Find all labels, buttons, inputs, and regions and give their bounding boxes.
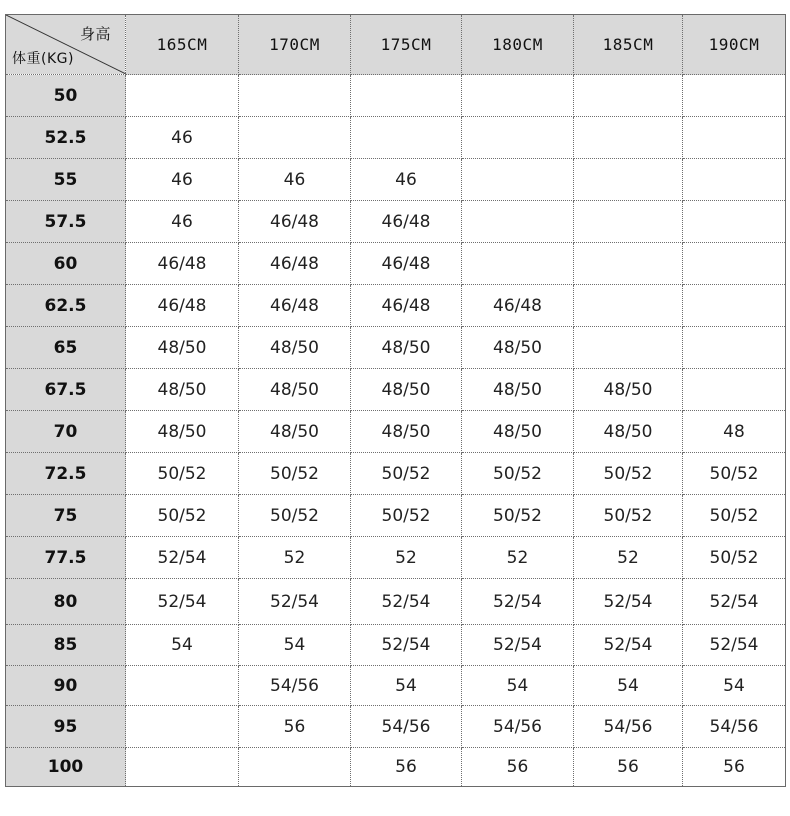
size-cell <box>683 117 786 159</box>
size-cell: 46 <box>351 159 462 201</box>
weight-cell: 75 <box>6 495 126 537</box>
size-cell: 52 <box>239 537 351 579</box>
size-cell: 48/50 <box>462 411 574 453</box>
height-header-170: 170CM <box>239 15 351 75</box>
size-cell <box>239 75 351 117</box>
table-row <box>6 75 786 117</box>
size-cell <box>574 243 683 285</box>
size-cell: 54/56 <box>462 706 574 748</box>
size-cell: 56 <box>239 706 351 748</box>
height-header-175: 175CM <box>351 15 462 75</box>
size-cell <box>683 75 786 117</box>
weight-cell: 85 <box>6 625 126 666</box>
size-cell: 48/50 <box>239 369 351 411</box>
size-cell: 46 <box>126 117 239 159</box>
size-cell <box>683 369 786 411</box>
weight-cell: 67.5 <box>6 369 126 411</box>
table-row <box>6 706 786 748</box>
table-row <box>6 117 786 159</box>
weight-cell: 95 <box>6 706 126 748</box>
size-cell: 54/56 <box>351 706 462 748</box>
size-cell: 46/48 <box>239 243 351 285</box>
size-cell <box>462 243 574 285</box>
size-cell <box>574 117 683 159</box>
size-cell: 54/56 <box>574 706 683 748</box>
size-cell: 52/54 <box>683 579 786 625</box>
size-cell: 50/52 <box>239 495 351 537</box>
size-cell <box>462 117 574 159</box>
size-cell: 52/54 <box>462 579 574 625</box>
size-cell: 50/52 <box>351 495 462 537</box>
size-cell: 48/50 <box>126 369 239 411</box>
size-cell: 54 <box>574 666 683 706</box>
table-row <box>6 201 786 243</box>
size-cell: 54 <box>239 625 351 666</box>
size-cell: 50/52 <box>574 495 683 537</box>
size-cell: 54 <box>683 666 786 706</box>
size-cell: 52/54 <box>351 625 462 666</box>
weight-cell: 62.5 <box>6 285 126 327</box>
size-cell: 56 <box>351 748 462 787</box>
size-cell <box>574 159 683 201</box>
corner-cell <box>6 15 126 75</box>
weight-cell: 65 <box>6 327 126 369</box>
size-cell: 50/52 <box>683 453 786 495</box>
table-row <box>6 666 786 706</box>
size-cell <box>574 75 683 117</box>
weight-cell: 55 <box>6 159 126 201</box>
size-cell: 46/48 <box>351 285 462 327</box>
table-row <box>6 327 786 369</box>
weight-cell: 72.5 <box>6 453 126 495</box>
table-row <box>6 369 786 411</box>
table-body <box>6 75 786 787</box>
size-cell: 48/50 <box>462 369 574 411</box>
size-cell: 46/48 <box>239 285 351 327</box>
size-cell <box>126 666 239 706</box>
size-cell <box>574 285 683 327</box>
size-chart-table <box>5 14 786 787</box>
table-row <box>6 495 786 537</box>
size-cell: 52/54 <box>574 625 683 666</box>
size-cell: 52 <box>462 537 574 579</box>
size-cell: 50/52 <box>462 495 574 537</box>
size-cell: 46 <box>239 159 351 201</box>
size-cell: 48/50 <box>239 327 351 369</box>
size-cell: 46 <box>126 201 239 243</box>
size-cell: 50/52 <box>462 453 574 495</box>
size-cell <box>574 327 683 369</box>
size-cell: 46/48 <box>126 243 239 285</box>
size-cell <box>683 201 786 243</box>
header-row <box>6 15 786 75</box>
size-cell: 46/48 <box>462 285 574 327</box>
size-cell: 54 <box>126 625 239 666</box>
weight-cell: 70 <box>6 411 126 453</box>
size-cell: 52 <box>574 537 683 579</box>
size-cell: 48/50 <box>351 327 462 369</box>
size-cell: 52/54 <box>683 625 786 666</box>
weight-cell: 57.5 <box>6 201 126 243</box>
size-cell: 48/50 <box>126 327 239 369</box>
size-cell <box>683 243 786 285</box>
table-row <box>6 159 786 201</box>
size-cell: 50/52 <box>126 453 239 495</box>
size-cell: 50/52 <box>126 495 239 537</box>
size-cell <box>462 159 574 201</box>
size-cell <box>126 75 239 117</box>
size-cell: 48/50 <box>574 411 683 453</box>
weight-cell: 52.5 <box>6 117 126 159</box>
weight-cell: 60 <box>6 243 126 285</box>
size-cell: 54/56 <box>239 666 351 706</box>
size-cell: 52 <box>351 537 462 579</box>
size-cell <box>683 159 786 201</box>
size-cell: 46/48 <box>126 285 239 327</box>
size-cell <box>126 706 239 748</box>
size-cell: 48/50 <box>126 411 239 453</box>
weight-cell: 50 <box>6 75 126 117</box>
size-cell: 50/52 <box>683 495 786 537</box>
size-cell <box>574 201 683 243</box>
size-cell: 48 <box>683 411 786 453</box>
size-cell: 52/54 <box>574 579 683 625</box>
size-cell: 56 <box>462 748 574 787</box>
size-cell: 52/54 <box>351 579 462 625</box>
size-cell: 48/50 <box>239 411 351 453</box>
size-cell <box>462 75 574 117</box>
size-cell: 50/52 <box>351 453 462 495</box>
size-cell: 48/50 <box>462 327 574 369</box>
weight-cell: 100 <box>6 748 126 787</box>
table-row <box>6 537 786 579</box>
weight-axis-label: 体重(KG) <box>12 51 74 67</box>
size-cell: 50/52 <box>574 453 683 495</box>
size-cell <box>351 117 462 159</box>
height-header-185: 185CM <box>574 15 683 75</box>
size-cell <box>683 285 786 327</box>
table-row <box>6 453 786 495</box>
table-row <box>6 411 786 453</box>
height-header-180: 180CM <box>462 15 574 75</box>
size-cell: 56 <box>574 748 683 787</box>
size-cell: 48/50 <box>351 411 462 453</box>
size-cell: 50/52 <box>239 453 351 495</box>
size-cell: 54 <box>351 666 462 706</box>
size-cell: 54/56 <box>683 706 786 748</box>
size-cell <box>239 117 351 159</box>
size-cell: 54 <box>462 666 574 706</box>
size-cell <box>351 75 462 117</box>
size-cell: 52/54 <box>462 625 574 666</box>
size-cell: 46 <box>126 159 239 201</box>
table-row <box>6 579 786 625</box>
table-row <box>6 625 786 666</box>
size-cell: 46/48 <box>351 243 462 285</box>
size-cell: 46/48 <box>239 201 351 243</box>
size-cell <box>126 748 239 787</box>
size-cell: 48/50 <box>574 369 683 411</box>
height-header-165: 165CM <box>126 15 239 75</box>
weight-cell: 90 <box>6 666 126 706</box>
table-row <box>6 285 786 327</box>
size-cell <box>239 748 351 787</box>
table-row <box>6 243 786 285</box>
size-cell: 50/52 <box>683 537 786 579</box>
weight-cell: 80 <box>6 579 126 625</box>
size-cell: 52/54 <box>126 579 239 625</box>
size-cell: 52/54 <box>239 579 351 625</box>
table-row <box>6 748 786 787</box>
size-cell <box>683 327 786 369</box>
height-axis-label: 身高 <box>79 25 111 43</box>
weight-cell: 77.5 <box>6 537 126 579</box>
size-cell: 56 <box>683 748 786 787</box>
size-cell <box>462 201 574 243</box>
size-cell: 48/50 <box>351 369 462 411</box>
size-cell: 52/54 <box>126 537 239 579</box>
height-header-190: 190CM <box>683 15 786 75</box>
size-cell: 46/48 <box>351 201 462 243</box>
